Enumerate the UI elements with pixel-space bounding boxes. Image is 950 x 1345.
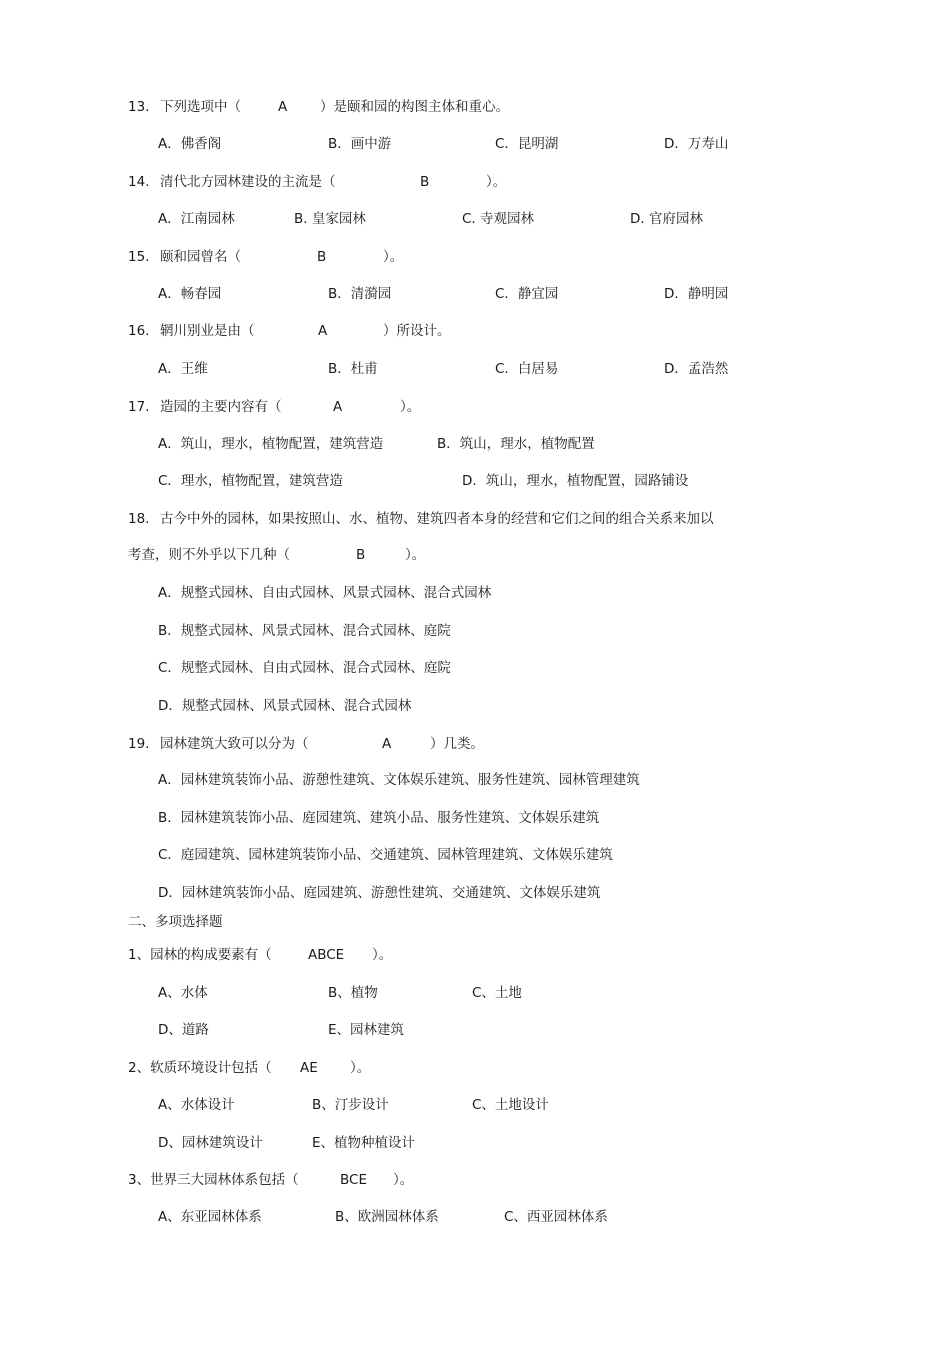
options-m1-row2 bbox=[0, 1019, 950, 1041]
options-17-row2 bbox=[0, 470, 950, 492]
question-18-cont bbox=[0, 544, 950, 566]
option-b: B、欧洲园林体系 bbox=[335, 1209, 439, 1225]
question-stem-start: 3、世界三大园林体系包括（ bbox=[128, 1172, 299, 1188]
question-stem-end: ）。 bbox=[383, 249, 404, 265]
option-d: D．规整式园林、风景式园林、混合式园林 bbox=[158, 698, 412, 714]
answer: A bbox=[278, 99, 288, 115]
options-15 bbox=[0, 283, 950, 305]
question-stem-end: ）是颐和园的构图主体和重心。 bbox=[320, 99, 509, 115]
question-number: 18. bbox=[128, 511, 150, 527]
option-c: C、西亚园林体系 bbox=[504, 1209, 608, 1225]
question-14 bbox=[0, 171, 950, 193]
option-b: B．清漪园 bbox=[328, 286, 392, 302]
question-stem-end: ）几类。 bbox=[430, 736, 484, 752]
option-a: A．园林建筑装饰小品、游憩性建筑、文体娱乐建筑、服务性建筑、园林管理建筑 bbox=[158, 772, 640, 788]
option-b: B．筑山，理水，植物配置 bbox=[437, 436, 595, 452]
option-c: C．庭园建筑、园林建筑装饰小品、交通建筑、园林管理建筑、文体娱乐建筑 bbox=[158, 847, 613, 863]
option-a: A、东亚园林体系 bbox=[158, 1209, 262, 1225]
answer: A bbox=[318, 323, 328, 339]
option-e: E、植物种植设计 bbox=[312, 1135, 416, 1151]
option-a: A．畅春园 bbox=[158, 286, 222, 302]
question-number: 13. bbox=[128, 99, 150, 115]
answer: ABCE bbox=[308, 947, 345, 963]
option-row bbox=[0, 807, 950, 829]
options-16 bbox=[0, 358, 950, 380]
answer: B bbox=[356, 547, 366, 563]
multi-question-1 bbox=[0, 944, 950, 966]
options-m2-row1 bbox=[0, 1094, 950, 1116]
option-b: B、汀步设计 bbox=[312, 1097, 389, 1113]
options-m3 bbox=[0, 1206, 950, 1228]
answer: A bbox=[382, 736, 392, 752]
option-row bbox=[0, 844, 950, 866]
answer: B bbox=[317, 249, 327, 265]
option-b: B．杜甫 bbox=[328, 361, 378, 377]
option-c: C．规整式园林、自由式园林、混合式园林、庭院 bbox=[158, 660, 451, 676]
option-a: A、水体设计 bbox=[158, 1097, 235, 1113]
option-d: D．万寿山 bbox=[664, 136, 729, 152]
option-a: A．王维 bbox=[158, 361, 208, 377]
multi-question-3 bbox=[0, 1169, 950, 1191]
question-stem-start: 清代北方园林建设的主流是（ bbox=[160, 174, 336, 190]
option-b: B. 皇家园林 bbox=[294, 211, 366, 227]
question-stem-end: ）。 bbox=[393, 1172, 414, 1188]
question-18 bbox=[0, 508, 950, 530]
question-number: 15. bbox=[128, 249, 150, 265]
answer: A bbox=[333, 399, 343, 415]
question-13 bbox=[0, 96, 950, 118]
option-d: D．孟浩然 bbox=[664, 361, 729, 377]
answer: AE bbox=[300, 1060, 318, 1076]
option-c: C、土地 bbox=[472, 985, 522, 1001]
question-stem-start: 造园的主要内容有（ bbox=[160, 399, 282, 415]
question-16 bbox=[0, 320, 950, 342]
question-number: 16. bbox=[128, 323, 150, 339]
question-stem-start: 下列选项中（ bbox=[160, 99, 241, 115]
question-15 bbox=[0, 246, 950, 268]
answer: B bbox=[420, 174, 430, 190]
options-m2-row2 bbox=[0, 1132, 950, 1154]
option-row bbox=[0, 769, 950, 791]
option-a: A．佛香阁 bbox=[158, 136, 222, 152]
question-stem-start: 辋川别业是由（ bbox=[160, 323, 255, 339]
question-stem-end: ）。 bbox=[400, 399, 421, 415]
question-number: 14. bbox=[128, 174, 150, 190]
option-d: D．静明园 bbox=[664, 286, 729, 302]
question-number: 19. bbox=[128, 736, 150, 752]
section-heading: 二、多项选择题 bbox=[128, 914, 223, 930]
question-stem-start: 颐和园曾名（ bbox=[160, 249, 241, 265]
section-title bbox=[0, 911, 950, 933]
option-d: D、园林建筑设计 bbox=[158, 1135, 263, 1151]
option-d: D. 官府园林 bbox=[630, 211, 703, 227]
question-stem-end: ）所设计。 bbox=[383, 323, 451, 339]
option-c: C．理水，植物配置，建筑营造 bbox=[158, 473, 343, 489]
option-a: A．规整式园林、自由式园林、风景式园林、混合式园林 bbox=[158, 585, 492, 601]
question-stem-end: ）。 bbox=[350, 1060, 371, 1076]
question-number: 17. bbox=[128, 399, 150, 415]
multi-question-2 bbox=[0, 1057, 950, 1079]
option-c: C. 寺观园林 bbox=[462, 211, 535, 227]
option-d: D、道路 bbox=[158, 1022, 209, 1038]
option-row bbox=[0, 582, 950, 604]
question-stem-line1: 古今中外的园林，如果按照山、水、植物、建筑四者本身的经营和它们之间的组合关系来加以 bbox=[160, 511, 714, 527]
question-17 bbox=[0, 396, 950, 418]
option-e: E、园林建筑 bbox=[328, 1022, 405, 1038]
question-stem-end: ）。 bbox=[372, 947, 393, 963]
option-row bbox=[0, 695, 950, 717]
option-b: B、植物 bbox=[328, 985, 378, 1001]
question-stem-start: 考查，则不外乎以下几种（ bbox=[128, 547, 290, 563]
option-row bbox=[0, 882, 950, 904]
option-b: B．规整式园林、风景式园林、混合式园林、庭院 bbox=[158, 623, 451, 639]
option-a: A．江南园林 bbox=[158, 211, 235, 227]
option-d: D．筑山，理水，植物配置，园路铺设 bbox=[462, 473, 689, 489]
option-row bbox=[0, 657, 950, 679]
options-14 bbox=[0, 208, 950, 230]
options-17-row1 bbox=[0, 433, 950, 455]
option-c: C．昆明湖 bbox=[495, 136, 559, 152]
option-b: B．园林建筑装饰小品、庭园建筑、建筑小品、服务性建筑、文体娱乐建筑 bbox=[158, 810, 600, 826]
question-19 bbox=[0, 733, 950, 755]
question-stem-end: ）。 bbox=[405, 547, 426, 563]
option-c: C．白居易 bbox=[495, 361, 559, 377]
answer: BCE bbox=[340, 1172, 367, 1188]
question-stem-start: 2、软质环境设计包括（ bbox=[128, 1060, 272, 1076]
option-a: A．筑山，理水，植物配置，建筑营造 bbox=[158, 436, 384, 452]
option-d: D．园林建筑装饰小品、庭园建筑、游憩性建筑、交通建筑、文体娱乐建筑 bbox=[158, 885, 601, 901]
question-stem-end: ）。 bbox=[486, 174, 507, 190]
option-a: A、水体 bbox=[158, 985, 208, 1001]
options-13 bbox=[0, 133, 950, 155]
question-stem-start: 1、园林的构成要素有（ bbox=[128, 947, 272, 963]
option-c: C．静宜园 bbox=[495, 286, 559, 302]
option-c: C、土地设计 bbox=[472, 1097, 549, 1113]
option-row bbox=[0, 620, 950, 642]
options-m1-row1 bbox=[0, 982, 950, 1004]
option-b: B．画中游 bbox=[328, 136, 392, 152]
question-stem-start: 园林建筑大致可以分为（ bbox=[160, 736, 309, 752]
